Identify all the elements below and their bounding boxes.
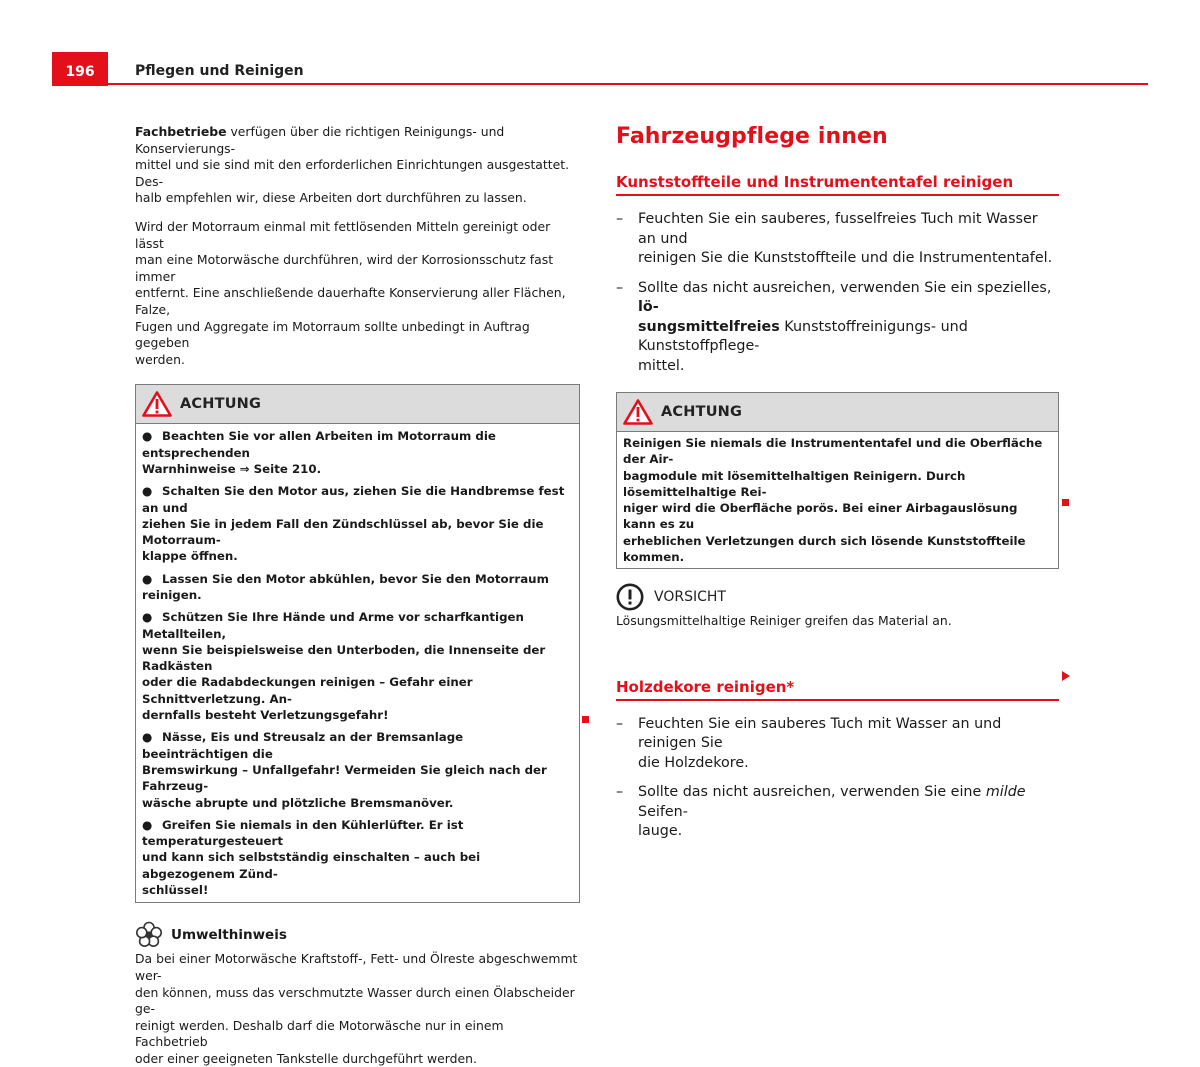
bullet: ● bbox=[142, 484, 153, 499]
warning-line: schlüssel! bbox=[142, 883, 209, 898]
continue-arrow-icon bbox=[1062, 671, 1070, 681]
warning-body bbox=[617, 432, 1058, 568]
plastics-steps bbox=[616, 210, 1071, 376]
warning-header bbox=[617, 393, 1058, 432]
step-line: Sollte das nicht ausreichen, verwenden Sie ein spezielles, bbox=[638, 279, 1052, 296]
para-line: man eine Motorwäsche durchführen, wird der Korrosionsschutz fast immer bbox=[135, 252, 554, 284]
warning-item bbox=[142, 571, 573, 604]
step-line: Kunststoffreinigungs- und Kunststoffpflege- bbox=[638, 318, 968, 354]
engine-wash-paragraph bbox=[135, 219, 580, 368]
intro-line: verfügen über die richtigen Reinigungs- und Konservierungs- bbox=[135, 124, 505, 156]
environment-note-label: Umwelthinweis bbox=[171, 927, 287, 944]
warning-line: und kann sich selbstständig einschalten – auch bei abgezogenem Zünd- bbox=[142, 850, 481, 881]
intro-line: halb empfehlen wir, diese Arbeiten dort durchführen zu lassen. bbox=[135, 190, 527, 206]
header-rule bbox=[52, 83, 1148, 85]
step-text bbox=[638, 783, 1059, 842]
step-item bbox=[616, 279, 1059, 377]
intro-paragraph bbox=[135, 124, 580, 207]
bullet: ● bbox=[142, 817, 153, 832]
left-column bbox=[135, 124, 580, 1067]
step-item bbox=[616, 210, 1059, 269]
warning-line: Beachten Sie vor allen Arbeiten im Motorraum die entsprechenden bbox=[142, 429, 496, 460]
warning-item bbox=[142, 609, 573, 723]
running-title: Pflegen und Reinigen bbox=[135, 63, 304, 79]
step-line: reinigen Sie die Kunststoffteile und die Instrumententafel. bbox=[638, 250, 1053, 266]
para-line: entfernt. Eine anschließende dauerhafte Konservierung aller Flächen, Falze, bbox=[135, 285, 566, 317]
intro-line: mittel und sie sind mit den erforderlichen Einrichtungen ausgestattet. Des- bbox=[135, 157, 570, 189]
intro-bold-term: Fachbetriebe bbox=[135, 124, 227, 139]
environment-note-text bbox=[135, 951, 580, 1067]
environment-note-header bbox=[135, 921, 580, 949]
wood-steps bbox=[616, 715, 1071, 842]
warning-text bbox=[623, 435, 1052, 565]
warning-box bbox=[616, 392, 1059, 569]
warning-line: oder die Radabdeckungen reinigen – Gefahr einer Schnittverletzung. An- bbox=[142, 675, 473, 706]
step-bold: lö- bbox=[638, 299, 659, 315]
step-line: Feuchten Sie ein sauberes Tuch mit Wasser an und reinigen Sie bbox=[638, 715, 1002, 752]
eco-line: Da bei einer Motorwäsche Kraftstoff-, Fett- und Ölreste abgeschwemmt wer- bbox=[135, 951, 578, 983]
right-column bbox=[616, 124, 1071, 852]
warning-line: niger wird die Oberfläche porös. Bei einer Airbagauslösung kann es zu bbox=[623, 501, 1018, 532]
warning-line: erheblichen Verletzungen durch sich lösende Kunststoffteile kommen. bbox=[623, 533, 1026, 565]
bullet: ● bbox=[142, 571, 153, 586]
step-line: Sollte das nicht ausreichen, verwenden Sie eine bbox=[638, 784, 986, 801]
para-line: werden. bbox=[135, 351, 185, 367]
bullet: ● bbox=[142, 610, 153, 625]
warning-triangle-icon bbox=[142, 391, 172, 417]
dash: – bbox=[616, 279, 624, 296]
step-line: Seifen- bbox=[638, 803, 688, 820]
warning-line: wäsche abrupte und plötzliche Bremsmanöver. bbox=[142, 795, 454, 810]
caution-header bbox=[616, 583, 1071, 611]
step-italic: milde bbox=[985, 784, 1026, 801]
section-heading-wood: Holzdekore reinigen* bbox=[616, 678, 1059, 701]
caution-text: Lösungsmittelhaltige Reiniger greifen das Material an. bbox=[616, 613, 952, 629]
warning-line: Bremswirkung – Unfallgefahr! Vermeiden Sie gleich nach der Fahrzeug- bbox=[142, 762, 547, 794]
step-item bbox=[616, 783, 1059, 842]
end-square-icon bbox=[582, 716, 589, 723]
exclamation-circle-icon bbox=[616, 583, 644, 611]
step-text bbox=[638, 715, 1059, 774]
eco-line: oder einer geeigneten Tankstelle durchgeführt werden. bbox=[135, 1050, 477, 1066]
warning-line: Reinigen Sie niemals die Instrumententafel und die Oberfläche der Air- bbox=[623, 436, 1043, 467]
warning-line: klappe öffnen. bbox=[142, 549, 238, 564]
warning-triangle-icon bbox=[623, 399, 653, 425]
dash: – bbox=[616, 211, 624, 227]
warning-line: bagmodule mit lösemittelhaltigen Reinigern. Durch lösemittelhaltige Rei- bbox=[623, 468, 966, 499]
warning-line: wenn Sie beispielsweise den Unterboden, die Innenseite der Radkästen bbox=[142, 642, 546, 674]
warning-item bbox=[142, 729, 573, 810]
warning-label: ACHTUNG bbox=[661, 404, 743, 420]
eco-line: den können, muss das verschmutzte Wasser durch einen Ölabscheider ge- bbox=[135, 984, 575, 1017]
bullet: ● bbox=[142, 429, 153, 444]
warning-body bbox=[136, 424, 579, 902]
warning-label: ACHTUNG bbox=[180, 396, 262, 413]
caution-label: VORSICHT bbox=[654, 589, 726, 606]
warning-line: Greifen Sie niemals in den Kühlerlüfter. Er ist temperaturgesteuert bbox=[142, 817, 464, 849]
warning-line: Nässe, Eis und Streusalz an der Bremsanlage beeinträchtigen die bbox=[142, 730, 464, 761]
end-square-icon bbox=[1062, 499, 1069, 506]
step-bold: sungsmittelfreies bbox=[638, 318, 780, 335]
warning-item bbox=[142, 817, 573, 898]
para-line: Fugen und Aggregate im Motorraum sollte unbedingt in Auftrag gegeben bbox=[135, 318, 530, 351]
section-heading-plastics: Kunststoffteile und Instrumententafel reinigen bbox=[616, 173, 1059, 196]
step-line: lauge. bbox=[638, 823, 683, 840]
dash: – bbox=[616, 784, 624, 801]
warning-item bbox=[142, 428, 573, 477]
page-number: 196 bbox=[52, 52, 108, 86]
step-line: die Holzdekore. bbox=[638, 754, 749, 771]
step-item bbox=[616, 715, 1059, 774]
step-text bbox=[638, 279, 1059, 377]
warning-box bbox=[135, 384, 580, 903]
step-text bbox=[638, 210, 1059, 269]
warning-item bbox=[142, 483, 573, 564]
para-line: Wird der Motorraum einmal mit fettlösenden Mitteln gereinigt oder lässt bbox=[135, 218, 551, 251]
warning-line: Schalten Sie den Motor aus, ziehen Sie die Handbremse fest an und bbox=[142, 484, 565, 515]
eco-line: reinigt werden. Deshalb darf die Motorwäsche nur in einem Fachbetrieb bbox=[135, 1017, 504, 1050]
chapter-title: Fahrzeugpflege innen bbox=[616, 124, 888, 149]
bullet: ● bbox=[142, 730, 153, 745]
warning-line: Warnhinweise ⇒ Seite 210. bbox=[142, 461, 322, 476]
warning-line: ziehen Sie in jedem Fall den Zündschlüssel ab, bevor Sie die Motorraum- bbox=[142, 516, 544, 548]
dash: – bbox=[616, 715, 624, 732]
step-line: mittel. bbox=[638, 357, 685, 374]
flower-icon bbox=[135, 921, 163, 949]
step-line: Feuchten Sie ein sauberes, fusselfreies Tuch mit Wasser an und bbox=[638, 211, 1038, 247]
warning-line: Lassen Sie den Motor abkühlen, bevor Sie den Motorraum reinigen. bbox=[142, 571, 549, 602]
warning-header bbox=[136, 385, 579, 424]
warning-line: dernfalls besteht Verletzungsgefahr! bbox=[142, 708, 389, 723]
warning-line: Schützen Sie Ihre Hände und Arme vor scharfkantigen Metallteilen, bbox=[142, 610, 524, 641]
